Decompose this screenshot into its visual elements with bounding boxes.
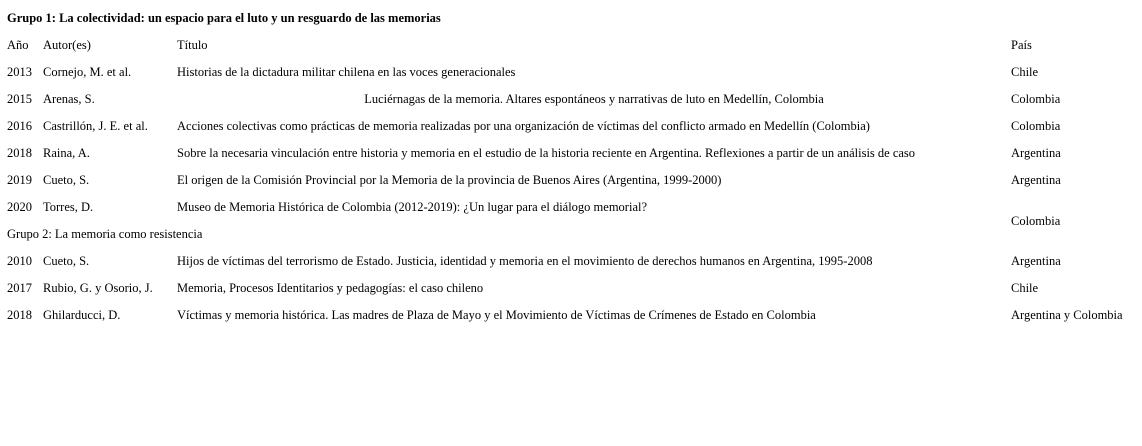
- row-country: Colombia: [1011, 213, 1061, 228]
- header-row: [7, 32, 1135, 59]
- row-title: Museo de Memoria Histórica de Colombia (2012-2019): ¿Un lugar para el diálogo memorial?: [177, 200, 648, 214]
- header-year: Año: [7, 38, 29, 52]
- row-authors: Rubio, G. y Osorio, J.: [43, 281, 153, 295]
- row-year: 2017: [7, 281, 32, 295]
- row-title: Historias de la dictadura militar chilena en las voces generacionales: [177, 65, 516, 79]
- row-authors: Torres, D.: [43, 200, 94, 214]
- row-country: Colombia: [1011, 119, 1061, 133]
- row-country: Chile: [1011, 281, 1039, 295]
- table-row: [7, 275, 1135, 302]
- row-authors: Arenas, S.: [43, 92, 95, 106]
- table-row: [7, 167, 1135, 194]
- table-row: [7, 113, 1135, 140]
- row-title: Víctimas y memoria histórica. Las madres de Plaza de Mayo y el Movimiento de Víctimas de Crímenes de Estado en Colombia: [177, 308, 816, 322]
- row-country: Colombia: [1011, 92, 1061, 106]
- row-title: Memoria, Procesos Identitarios y pedagogías: el caso chileno: [177, 281, 484, 295]
- row-title: Hijos de víctimas del terrorismo de Estado. Justicia, identidad y memoria en el movimiento de derechos humanos en Argentina, 1995-2008: [177, 254, 873, 268]
- header-country: País: [1011, 38, 1032, 52]
- row-country: Chile: [1011, 65, 1039, 79]
- row-year: 2020: [7, 200, 32, 214]
- table-row: [7, 86, 1135, 113]
- group-1-title: Grupo 1: La colectividad: un espacio para el luto y un resguardo de las memorias: [7, 11, 441, 25]
- row-authors: Cueto, S.: [43, 173, 90, 187]
- row-title: El origen de la Comisión Provincial por la Memoria de la provincia de Buenos Aires (Argentina, 1999-2000): [177, 173, 722, 187]
- row-year: 2013: [7, 65, 32, 79]
- literature-table: [7, 5, 1135, 329]
- table-row: [7, 194, 1135, 221]
- group-2-title-row: [7, 221, 1135, 248]
- row-year: 2018: [7, 308, 32, 322]
- row-title: Sobre la necesaria vinculación entre historia y memoria en el estudio de la historia reciente en Argentina. Reflexiones a partir de un análisis de caso: [177, 146, 916, 160]
- row-authors: Cueto, S.: [43, 254, 90, 268]
- row-country: Argentina: [1011, 146, 1061, 160]
- row-authors: Cornejo, M. et al.: [43, 65, 132, 79]
- row-year: 2015: [7, 92, 32, 106]
- group-2-title: Grupo 2: La memoria como resistencia: [7, 227, 203, 241]
- row-year: 2018: [7, 146, 32, 160]
- row-authors: Raina, A.: [43, 146, 90, 160]
- table-row: [7, 248, 1135, 275]
- row-authors: Castrillón, J. E. et al.: [43, 119, 148, 133]
- row-authors: Ghilarducci, D.: [43, 308, 121, 322]
- table-row: [7, 140, 1135, 167]
- row-year: 2016: [7, 119, 32, 133]
- row-year: 2019: [7, 173, 32, 187]
- header-authors: Autor(es): [43, 38, 91, 52]
- row-year: 2010: [7, 254, 32, 268]
- row-country: Argentina y Colombia: [1011, 308, 1123, 322]
- table-row: [7, 302, 1135, 329]
- group-1-title-row: [7, 5, 1135, 32]
- row-title: Acciones colectivas como prácticas de memoria realizadas por una organización de víctimas del conflicto armado en Medellín (Colombia): [177, 119, 870, 133]
- row-country: Argentina: [1011, 173, 1061, 187]
- header-title: Título: [177, 38, 208, 52]
- row-title: Luciérnagas de la memoria. Altares espontáneos y narrativas de luto en Medellín, Colombia: [364, 92, 824, 106]
- table-row: [7, 59, 1135, 86]
- row-country: Argentina: [1011, 254, 1061, 268]
